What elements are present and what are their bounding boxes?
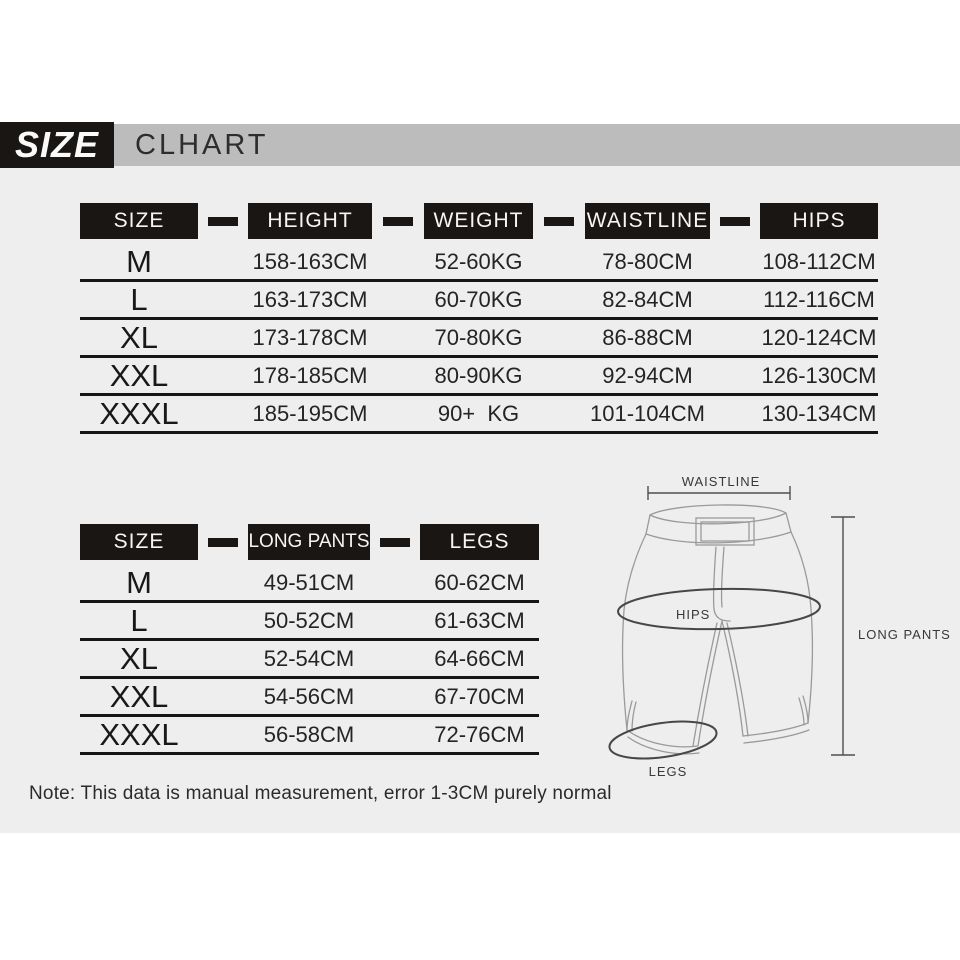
header-connector-line: [383, 217, 413, 226]
legs-label: LEGS: [648, 764, 688, 779]
pants-size-table: [80, 524, 539, 755]
long-pants-label: LONG PANTS: [858, 627, 951, 642]
cell-size: XXL: [109, 679, 169, 714]
cell-long-pants: 52-54CM: [263, 646, 355, 671]
cell-height: 185-195CM: [252, 401, 368, 426]
cell-height: 178-185CM: [252, 363, 368, 388]
cell-hips: 130-134CM: [761, 401, 877, 426]
cell-height: 173-178CM: [252, 325, 368, 350]
cell-size: XL: [120, 641, 158, 676]
column-header-weight: WEIGHT: [424, 203, 533, 239]
cell-waistline: 86-88CM: [602, 325, 693, 350]
table-row: [80, 717, 539, 755]
header-connector-line: [544, 217, 574, 226]
cell-legs: 67-70CM: [434, 684, 525, 709]
cell-legs: 60-62CM: [434, 570, 525, 595]
cell-legs: 61-63CM: [434, 608, 525, 633]
table-row: [80, 679, 539, 717]
size-badge: [0, 122, 114, 168]
hips-label: HIPS: [676, 607, 711, 622]
cell-weight: 80-90KG: [434, 363, 523, 388]
cell-height: 158-163CM: [252, 249, 368, 274]
table-row: [80, 244, 878, 282]
cell-weight: 90+ KG: [437, 401, 520, 426]
header-bar: [0, 124, 960, 166]
cell-legs: 72-76CM: [434, 722, 525, 747]
column-header-size: SIZE: [80, 524, 198, 560]
body-size-table: [80, 203, 878, 434]
cell-waistline: 78-80CM: [602, 249, 693, 274]
cell-size: L: [130, 282, 148, 317]
column-header-size: SIZE: [80, 203, 198, 239]
cell-legs: 64-66CM: [434, 646, 525, 671]
page-title: CLHART: [135, 129, 269, 161]
table-row: [80, 396, 878, 434]
waistline-label: WAISTLINE: [681, 474, 761, 489]
table-row: [80, 320, 878, 358]
table-row: [80, 565, 539, 603]
cell-long-pants: 49-51CM: [263, 570, 355, 595]
cell-size: XXL: [109, 358, 169, 393]
header-connector-line: [208, 217, 238, 226]
cell-weight: 60-70KG: [434, 287, 523, 312]
cell-size: L: [130, 603, 148, 638]
cell-size: M: [126, 565, 152, 600]
column-header-legs: LEGS: [420, 524, 539, 560]
cell-long-pants: 56-58CM: [263, 722, 355, 747]
column-header-hips: HIPS: [760, 203, 878, 239]
legs-measure-ellipse: [607, 716, 719, 765]
cell-waistline: 92-94CM: [602, 363, 693, 388]
cell-waistline: 82-84CM: [602, 287, 693, 312]
cell-hips: 112-116CM: [763, 287, 875, 312]
cell-weight: 52-60KG: [434, 249, 523, 274]
cell-size: M: [126, 244, 152, 279]
cell-size: XXXL: [99, 717, 179, 752]
cell-hips: 108-112CM: [762, 249, 876, 274]
table-row: [80, 282, 878, 320]
header-connector-line: [208, 538, 238, 547]
hips-measure-ellipse: [618, 586, 821, 631]
table-row: [80, 603, 539, 641]
body-size-table-header: [80, 203, 878, 239]
measurement-note: Note: This data is manual measurement, error 1-3CM purely normal: [29, 783, 612, 804]
header-connector-line: [380, 538, 410, 547]
cell-hips: 120-124CM: [761, 325, 877, 350]
cell-long-pants: 54-56CM: [263, 684, 355, 709]
column-header-height: HEIGHT: [248, 203, 372, 239]
pants-size-table-header: [80, 524, 539, 560]
table-row: [80, 641, 539, 679]
cell-waistline: 101-104CM: [590, 401, 705, 426]
cell-long-pants: 50-52CM: [263, 608, 355, 633]
header-connector-line: [720, 217, 750, 226]
cell-height: 163-173CM: [252, 287, 368, 312]
cell-hips: 126-130CM: [761, 363, 877, 388]
column-header-waistline: WAISTLINE: [585, 203, 710, 239]
cell-size: XXXL: [99, 396, 179, 431]
column-header-long-pants: LONG PANTS: [248, 524, 370, 560]
shorts-measurement-diagram: [600, 463, 955, 783]
cell-size: XL: [120, 320, 158, 355]
table-row: [80, 358, 878, 396]
cell-weight: 70-80KG: [434, 325, 523, 350]
size-badge-label: SIZE: [14, 124, 99, 165]
